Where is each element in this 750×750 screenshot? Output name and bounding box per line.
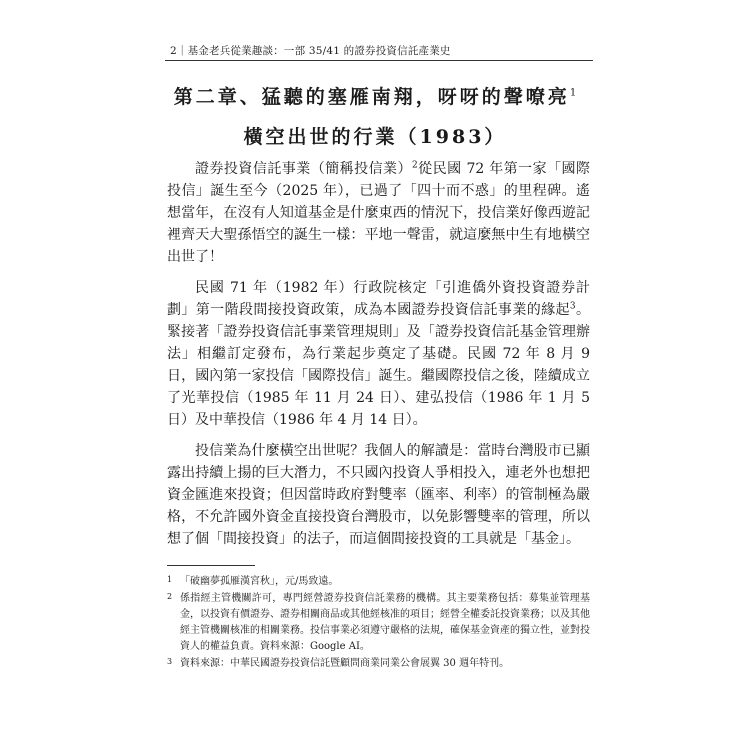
- footnote-number: 2: [167, 592, 173, 601]
- footnote-divider: [167, 565, 255, 566]
- footnotes: [167, 574, 590, 673]
- header-divider: [165, 60, 593, 61]
- page-number: 2: [170, 45, 177, 57]
- body-paragraph: [167, 277, 590, 431]
- footnote: [167, 574, 590, 590]
- chapter-title-text: 第二章、猛聽的塞雁南翔，呀呀的聲嘹亮: [173, 86, 570, 108]
- footnote: [167, 591, 590, 655]
- footnote-number: 1: [167, 575, 173, 584]
- footnote-number: 3: [167, 657, 173, 666]
- paragraph-text: 。緊接著「證券投資信託事業管理規則」及「證券投資信託基金管理辦法」相繼訂定發布，為行業起步奠定了基礎。民國 72 年 8 月 9 日，國內第一家投信「國際投信」誕生。繼國際投信之後，陸續成立了光華投信（1985 年 11 月 24 日）、建弘投信（1986 年 1 月 5 日）及中華投信（1986 年 4 月 14 日）。: [167, 302, 591, 428]
- paragraph-text: 投信業為什麼橫空出世呢？我個人的解讀是：當時台灣股市已顯露出持續上揚的巨大潛力，不只國內投資人爭相投入，連老外也想把資金匯進來投資；但因當時政府對雙率（匯率、利率）的管制極為嚴格，不允許國外資金直接投資台灣股市，以免影響雙率的管理，所以想了個「間接投資」的法子，而這個間接投資的工具就是「基金」。: [167, 443, 590, 547]
- book-title: 基金老兵從業趣談：一部 35/41 的證券投資信託產業史: [187, 45, 451, 57]
- footnote-text: 係指經主管機關許可，專門經營證券投資信託業務的機構。其主要業務包括：募集並管理基金，以投資有價證券、證券相關商品或其他經核准的項目；經營全權委託投資業務；以及其他經主管機關核准的相關業務。投信事業必須遵守嚴格的法規，確保基金資產的獨立性，並對投資人的權益負責。資料來源：Google AI。: [180, 593, 590, 652]
- footnote-reference: 3: [569, 301, 576, 312]
- body-paragraph: [167, 158, 590, 268]
- body-paragraph: [167, 440, 590, 550]
- paragraph-text: 民國 71 年（1982 年）行政院核定「引進僑外資投資證券計劃」第一階段間接投資政策，成為本國證券投資信託事業的緣起: [167, 280, 590, 318]
- header-separator: ｜: [176, 45, 188, 57]
- footnote-text: 「破幽夢孤雁漢宮秋」，元/馬致遠。: [180, 576, 339, 587]
- chapter-title: [140, 82, 610, 109]
- paragraph-text: 證券投資信託事業（簡稱投信業）: [195, 161, 412, 177]
- body-text: [167, 158, 590, 559]
- footnote: [167, 656, 590, 672]
- chapter-footnote-marker: 1: [569, 87, 577, 99]
- footnote-reference: 2: [411, 160, 418, 171]
- footnote-text: 資料來源：中華民國證券投資信託暨顧問商業同業公會展翼 30 週年特刊。: [180, 658, 510, 669]
- running-header: [170, 44, 610, 58]
- paragraph-text: 從民國 72 年第一家「國際投信」誕生至今（2025 年），已過了「四十而不惑」的里程碑。遙想當年，在沒有人知道基金是什麼東西的情況下，投信業好像西遊記裡齊天大聖孫悟空的誕生一樣：平地一聲雷，就這麼無中生有地橫空出世了！: [167, 161, 591, 265]
- section-title: 橫空出世的行業（1983）: [243, 126, 507, 148]
